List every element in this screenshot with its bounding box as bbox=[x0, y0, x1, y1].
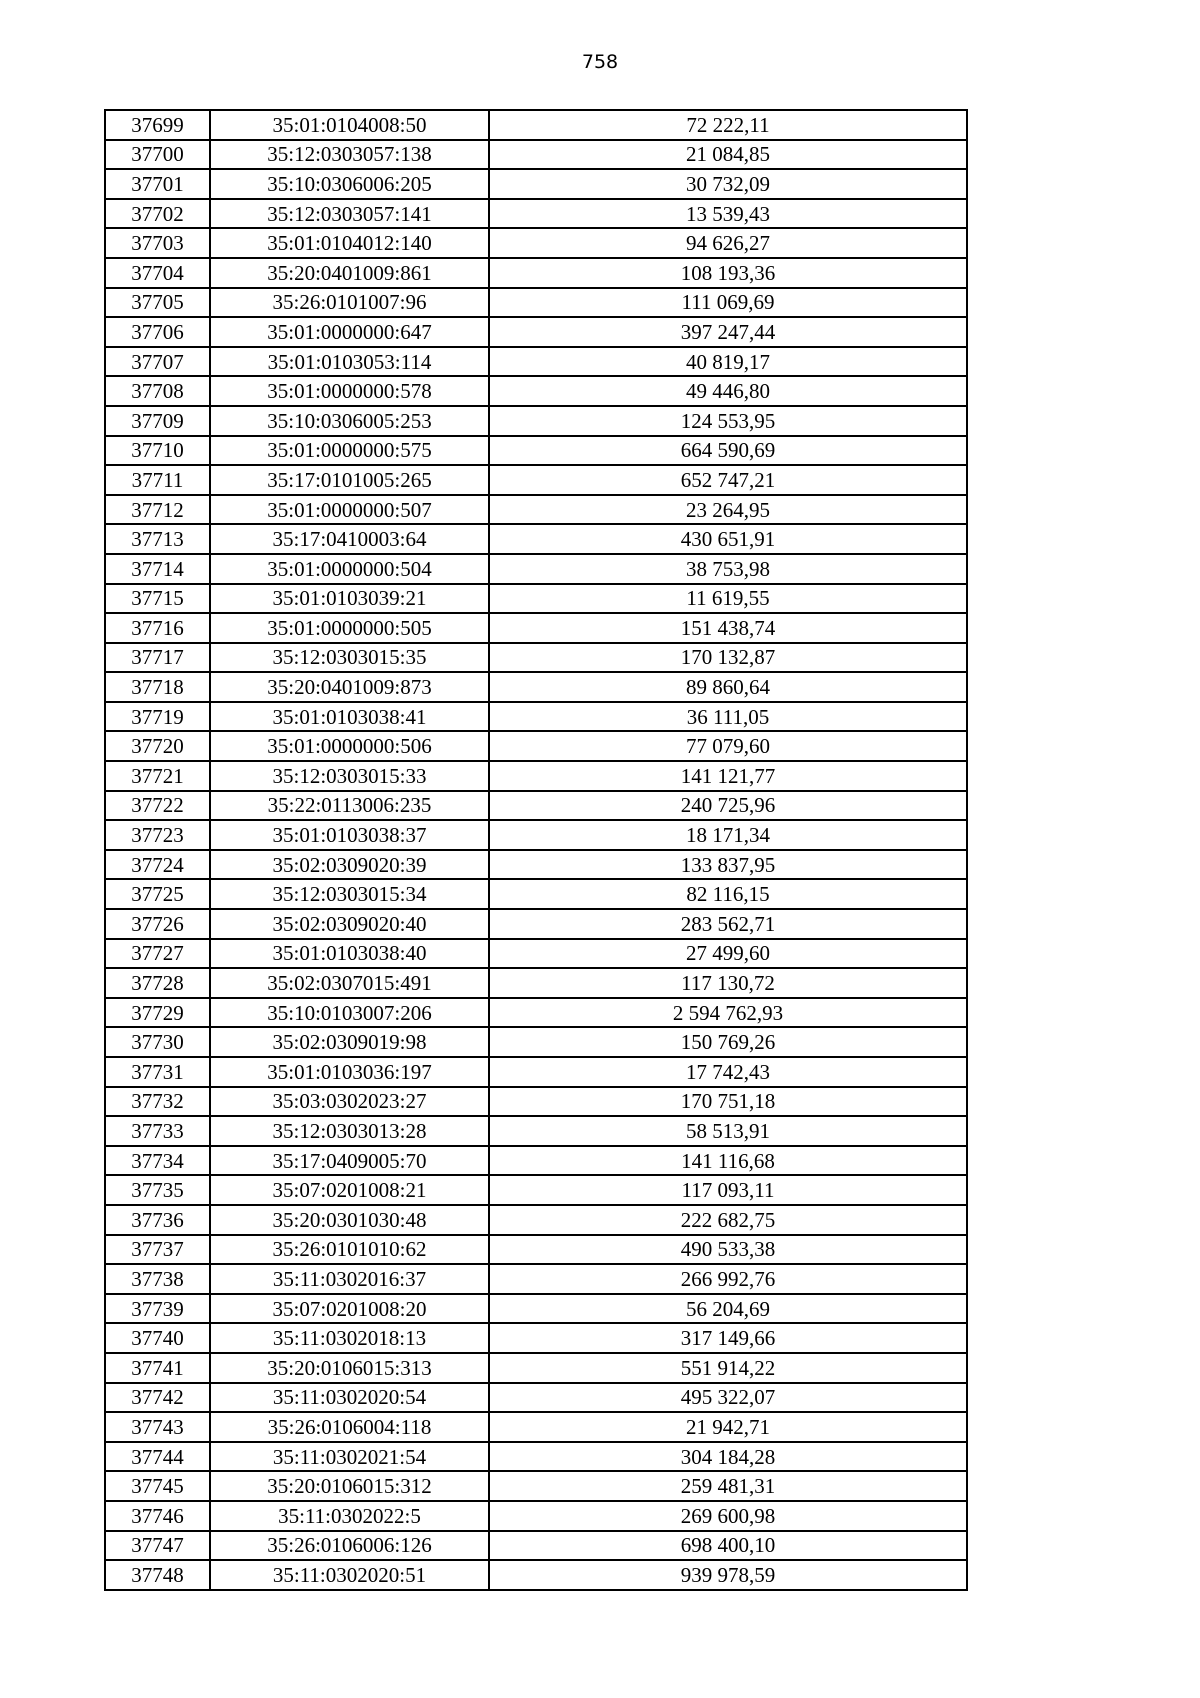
value-cell: 698 400,10 bbox=[489, 1531, 967, 1561]
cadastral-number-cell: 35:17:0101005:265 bbox=[210, 465, 489, 495]
value-cell: 21 084,85 bbox=[489, 140, 967, 170]
cadastral-number-cell: 35:01:0000000:507 bbox=[210, 495, 489, 525]
cadastral-number-cell: 35:17:0410003:64 bbox=[210, 524, 489, 554]
row-number-cell: 37724 bbox=[105, 850, 210, 880]
value-cell: 21 942,71 bbox=[489, 1412, 967, 1442]
cadastral-number-cell: 35:20:0106015:312 bbox=[210, 1471, 489, 1501]
cadastral-number-cell: 35:02:0309020:39 bbox=[210, 850, 489, 880]
row-number-cell: 37746 bbox=[105, 1501, 210, 1531]
row-number-cell: 37720 bbox=[105, 731, 210, 761]
value-cell: 652 747,21 bbox=[489, 465, 967, 495]
row-number-cell: 37702 bbox=[105, 199, 210, 229]
table-row bbox=[105, 465, 967, 495]
row-number-cell: 37741 bbox=[105, 1353, 210, 1383]
row-number-cell: 37713 bbox=[105, 524, 210, 554]
table-row bbox=[105, 1205, 967, 1235]
cadastral-number-cell: 35:02:0309020:40 bbox=[210, 909, 489, 939]
value-cell: 49 446,80 bbox=[489, 376, 967, 406]
value-cell: 283 562,71 bbox=[489, 909, 967, 939]
cadastral-number-cell: 35:11:0302020:54 bbox=[210, 1383, 489, 1413]
cadastral-number-cell: 35:12:0303013:28 bbox=[210, 1116, 489, 1146]
table-row bbox=[105, 1383, 967, 1413]
cadastral-number-cell: 35:01:0103038:40 bbox=[210, 939, 489, 969]
cadastral-number-cell: 35:10:0306006:205 bbox=[210, 169, 489, 199]
cadastral-number-cell: 35:22:0113006:235 bbox=[210, 791, 489, 821]
table-row bbox=[105, 524, 967, 554]
row-number-cell: 37706 bbox=[105, 317, 210, 347]
table-row bbox=[105, 1442, 967, 1472]
cadastral-number-cell: 35:01:0104008:50 bbox=[210, 110, 489, 140]
table-row bbox=[105, 1087, 967, 1117]
cadastral-number-cell: 35:01:0000000:504 bbox=[210, 554, 489, 584]
table-row bbox=[105, 406, 967, 436]
table-row bbox=[105, 347, 967, 377]
row-number-cell: 37748 bbox=[105, 1560, 210, 1590]
table-row bbox=[105, 998, 967, 1028]
table-row bbox=[105, 731, 967, 761]
value-cell: 664 590,69 bbox=[489, 436, 967, 466]
value-cell: 82 116,15 bbox=[489, 879, 967, 909]
value-cell: 150 769,26 bbox=[489, 1027, 967, 1057]
value-cell: 397 247,44 bbox=[489, 317, 967, 347]
table-row bbox=[105, 288, 967, 318]
table-row bbox=[105, 169, 967, 199]
row-number-cell: 37722 bbox=[105, 791, 210, 821]
table-row bbox=[105, 702, 967, 732]
row-number-cell: 37708 bbox=[105, 376, 210, 406]
table-row bbox=[105, 1471, 967, 1501]
row-number-cell: 37707 bbox=[105, 347, 210, 377]
table-row bbox=[105, 820, 967, 850]
row-number-cell: 37733 bbox=[105, 1116, 210, 1146]
row-number-cell: 37735 bbox=[105, 1175, 210, 1205]
row-number-cell: 37745 bbox=[105, 1471, 210, 1501]
row-number-cell: 37736 bbox=[105, 1205, 210, 1235]
table-row bbox=[105, 968, 967, 998]
row-number-cell: 37726 bbox=[105, 909, 210, 939]
table-row bbox=[105, 1323, 967, 1353]
table-row bbox=[105, 761, 967, 791]
table-row bbox=[105, 1294, 967, 1324]
value-cell: 18 171,34 bbox=[489, 820, 967, 850]
row-number-cell: 37725 bbox=[105, 879, 210, 909]
cadastral-number-cell: 35:20:0401009:861 bbox=[210, 258, 489, 288]
table-row bbox=[105, 850, 967, 880]
value-cell: 94 626,27 bbox=[489, 228, 967, 258]
cadastral-number-cell: 35:01:0103038:41 bbox=[210, 702, 489, 732]
value-cell: 58 513,91 bbox=[489, 1116, 967, 1146]
cadastral-number-cell: 35:20:0401009:873 bbox=[210, 672, 489, 702]
value-cell: 269 600,98 bbox=[489, 1501, 967, 1531]
row-number-cell: 37731 bbox=[105, 1057, 210, 1087]
cadastral-number-cell: 35:07:0201008:20 bbox=[210, 1294, 489, 1324]
value-cell: 36 111,05 bbox=[489, 702, 967, 732]
value-cell: 77 079,60 bbox=[489, 731, 967, 761]
value-cell: 72 222,11 bbox=[489, 110, 967, 140]
table-row bbox=[105, 554, 967, 584]
row-number-cell: 37723 bbox=[105, 820, 210, 850]
cadastral-number-cell: 35:26:0101010:62 bbox=[210, 1235, 489, 1265]
row-number-cell: 37719 bbox=[105, 702, 210, 732]
cadastral-number-cell: 35:01:0000000:506 bbox=[210, 731, 489, 761]
table-row bbox=[105, 584, 967, 614]
table-row bbox=[105, 1264, 967, 1294]
row-number-cell: 37739 bbox=[105, 1294, 210, 1324]
table-row bbox=[105, 1175, 967, 1205]
cadastral-number-cell: 35:26:0106006:126 bbox=[210, 1531, 489, 1561]
row-number-cell: 37728 bbox=[105, 968, 210, 998]
row-number-cell: 37718 bbox=[105, 672, 210, 702]
value-cell: 551 914,22 bbox=[489, 1353, 967, 1383]
cadastral-number-cell: 35:12:0303015:35 bbox=[210, 643, 489, 673]
table-row bbox=[105, 1057, 967, 1087]
table-row bbox=[105, 1235, 967, 1265]
table-row bbox=[105, 879, 967, 909]
table-row bbox=[105, 939, 967, 969]
table-row bbox=[105, 1531, 967, 1561]
value-cell: 141 121,77 bbox=[489, 761, 967, 791]
cadastral-number-cell: 35:01:0000000:505 bbox=[210, 613, 489, 643]
row-number-cell: 37712 bbox=[105, 495, 210, 525]
table-row bbox=[105, 909, 967, 939]
table-row bbox=[105, 258, 967, 288]
row-number-cell: 37721 bbox=[105, 761, 210, 791]
row-number-cell: 37744 bbox=[105, 1442, 210, 1472]
row-number-cell: 37734 bbox=[105, 1146, 210, 1176]
value-cell: 117 130,72 bbox=[489, 968, 967, 998]
table-row bbox=[105, 1027, 967, 1057]
value-cell: 108 193,36 bbox=[489, 258, 967, 288]
value-cell: 111 069,69 bbox=[489, 288, 967, 318]
cadastral-number-cell: 35:20:0106015:313 bbox=[210, 1353, 489, 1383]
cadastral-number-cell: 35:11:0302022:5 bbox=[210, 1501, 489, 1531]
row-number-cell: 37700 bbox=[105, 140, 210, 170]
value-cell: 304 184,28 bbox=[489, 1442, 967, 1472]
table-row bbox=[105, 1353, 967, 1383]
value-cell: 133 837,95 bbox=[489, 850, 967, 880]
value-cell: 430 651,91 bbox=[489, 524, 967, 554]
cadastral-number-cell: 35:01:0000000:578 bbox=[210, 376, 489, 406]
row-number-cell: 37710 bbox=[105, 436, 210, 466]
cadastral-number-cell: 35:11:0302021:54 bbox=[210, 1442, 489, 1472]
value-cell: 117 093,11 bbox=[489, 1175, 967, 1205]
table-row bbox=[105, 791, 967, 821]
value-cell: 240 725,96 bbox=[489, 791, 967, 821]
table-row bbox=[105, 199, 967, 229]
cadastral-number-cell: 35:01:0000000:647 bbox=[210, 317, 489, 347]
table-row bbox=[105, 317, 967, 347]
table-row bbox=[105, 613, 967, 643]
table-row bbox=[105, 1412, 967, 1442]
value-cell: 11 619,55 bbox=[489, 584, 967, 614]
value-cell: 939 978,59 bbox=[489, 1560, 967, 1590]
table-row bbox=[105, 140, 967, 170]
cadastral-number-cell: 35:01:0103039:21 bbox=[210, 584, 489, 614]
value-cell: 141 116,68 bbox=[489, 1146, 967, 1176]
value-cell: 170 751,18 bbox=[489, 1087, 967, 1117]
row-number-cell: 37714 bbox=[105, 554, 210, 584]
row-number-cell: 37737 bbox=[105, 1235, 210, 1265]
table-row bbox=[105, 672, 967, 702]
value-cell: 222 682,75 bbox=[489, 1205, 967, 1235]
row-number-cell: 37715 bbox=[105, 584, 210, 614]
cadastral-number-cell: 35:12:0303057:138 bbox=[210, 140, 489, 170]
table-row bbox=[105, 1501, 967, 1531]
value-cell: 495 322,07 bbox=[489, 1383, 967, 1413]
row-number-cell: 37716 bbox=[105, 613, 210, 643]
row-number-cell: 37738 bbox=[105, 1264, 210, 1294]
value-cell: 2 594 762,93 bbox=[489, 998, 967, 1028]
row-number-cell: 37701 bbox=[105, 169, 210, 199]
row-number-cell: 37742 bbox=[105, 1383, 210, 1413]
cadastral-number-cell: 35:11:0302016:37 bbox=[210, 1264, 489, 1294]
value-cell: 170 132,87 bbox=[489, 643, 967, 673]
row-number-cell: 37743 bbox=[105, 1412, 210, 1442]
cadastral-number-cell: 35:01:0103036:197 bbox=[210, 1057, 489, 1087]
cadastral-number-cell: 35:10:0103007:206 bbox=[210, 998, 489, 1028]
cadastral-number-cell: 35:12:0303015:33 bbox=[210, 761, 489, 791]
table-row bbox=[105, 376, 967, 406]
table-row bbox=[105, 1146, 967, 1176]
cadastral-number-cell: 35:11:0302020:51 bbox=[210, 1560, 489, 1590]
table-row bbox=[105, 110, 967, 140]
table-row bbox=[105, 436, 967, 466]
row-number-cell: 37709 bbox=[105, 406, 210, 436]
value-cell: 259 481,31 bbox=[489, 1471, 967, 1501]
row-number-cell: 37747 bbox=[105, 1531, 210, 1561]
table-row bbox=[105, 643, 967, 673]
table-row bbox=[105, 1116, 967, 1146]
row-number-cell: 37730 bbox=[105, 1027, 210, 1057]
value-cell: 17 742,43 bbox=[489, 1057, 967, 1087]
row-number-cell: 37699 bbox=[105, 110, 210, 140]
row-number-cell: 37704 bbox=[105, 258, 210, 288]
row-number-cell: 37703 bbox=[105, 228, 210, 258]
row-number-cell: 37727 bbox=[105, 939, 210, 969]
row-number-cell: 37705 bbox=[105, 288, 210, 318]
value-cell: 151 438,74 bbox=[489, 613, 967, 643]
value-cell: 27 499,60 bbox=[489, 939, 967, 969]
value-cell: 40 819,17 bbox=[489, 347, 967, 377]
cadastral-number-cell: 35:02:0309019:98 bbox=[210, 1027, 489, 1057]
table-row bbox=[105, 228, 967, 258]
row-number-cell: 37732 bbox=[105, 1087, 210, 1117]
cadastral-number-cell: 35:17:0409005:70 bbox=[210, 1146, 489, 1176]
row-number-cell: 37711 bbox=[105, 465, 210, 495]
cadastral-number-cell: 35:07:0201008:21 bbox=[210, 1175, 489, 1205]
cadastral-number-cell: 35:26:0101007:96 bbox=[210, 288, 489, 318]
cadastral-number-cell: 35:10:0306005:253 bbox=[210, 406, 489, 436]
value-cell: 266 992,76 bbox=[489, 1264, 967, 1294]
table-row bbox=[105, 1560, 967, 1590]
cadastral-number-cell: 35:20:0301030:48 bbox=[210, 1205, 489, 1235]
cadastral-number-cell: 35:01:0104012:140 bbox=[210, 228, 489, 258]
cadastral-number-cell: 35:11:0302018:13 bbox=[210, 1323, 489, 1353]
value-cell: 38 753,98 bbox=[489, 554, 967, 584]
cadastral-number-cell: 35:01:0103038:37 bbox=[210, 820, 489, 850]
table-body bbox=[105, 110, 967, 1590]
row-number-cell: 37717 bbox=[105, 643, 210, 673]
cadastral-number-cell: 35:01:0103053:114 bbox=[210, 347, 489, 377]
table-row bbox=[105, 495, 967, 525]
value-cell: 89 860,64 bbox=[489, 672, 967, 702]
cadastral-number-cell: 35:01:0000000:575 bbox=[210, 436, 489, 466]
value-cell: 30 732,09 bbox=[489, 169, 967, 199]
cadastral-number-cell: 35:12:0303057:141 bbox=[210, 199, 489, 229]
value-cell: 23 264,95 bbox=[489, 495, 967, 525]
value-cell: 56 204,69 bbox=[489, 1294, 967, 1324]
cadastral-number-cell: 35:26:0106004:118 bbox=[210, 1412, 489, 1442]
data-table bbox=[104, 109, 968, 1591]
value-cell: 490 533,38 bbox=[489, 1235, 967, 1265]
value-cell: 13 539,43 bbox=[489, 199, 967, 229]
value-cell: 317 149,66 bbox=[489, 1323, 967, 1353]
cadastral-number-cell: 35:03:0302023:27 bbox=[210, 1087, 489, 1117]
row-number-cell: 37729 bbox=[105, 998, 210, 1028]
row-number-cell: 37740 bbox=[105, 1323, 210, 1353]
cadastral-number-cell: 35:12:0303015:34 bbox=[210, 879, 489, 909]
cadastral-number-cell: 35:02:0307015:491 bbox=[210, 968, 489, 998]
page-number: 758 bbox=[581, 51, 619, 73]
value-cell: 124 553,95 bbox=[489, 406, 967, 436]
